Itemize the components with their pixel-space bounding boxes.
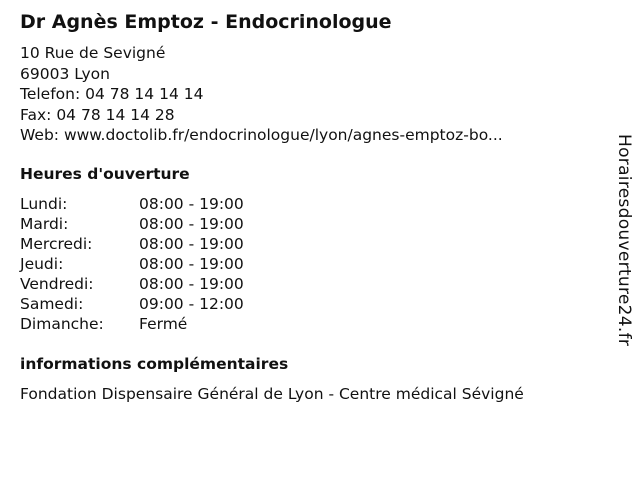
- day-label: Vendredi:: [20, 275, 94, 293]
- hours-row-sunday: [20, 314, 244, 334]
- time-range: Fermé: [139, 315, 188, 333]
- day-label: Lundi:: [20, 195, 68, 213]
- phone-number: Telefon: 04 78 14 14 14: [20, 85, 204, 103]
- city-postcode: 69003 Lyon: [20, 64, 110, 83]
- time-range: 08:00 - 19:00: [139, 195, 244, 213]
- time-range: 08:00 - 19:00: [139, 215, 244, 233]
- website-link[interactable]: Web: www.doctolib.fr/endocrinologue/lyon/agnes-emptoz-bo...: [20, 126, 503, 144]
- site-watermark: Horairesdouverture24.fr: [614, 134, 634, 347]
- hours-row-wednesday: [20, 234, 244, 254]
- day-label: Jeudi:: [20, 255, 64, 273]
- hours-row-tuesday: [20, 214, 244, 234]
- opening-hours-heading: Heures d'ouverture: [20, 165, 190, 183]
- hours-row-friday: [20, 274, 244, 294]
- time-range: 09:00 - 12:00: [139, 295, 244, 313]
- day-label: Dimanche:: [20, 315, 104, 333]
- time-range: 08:00 - 19:00: [139, 235, 244, 253]
- hours-row-monday: [20, 194, 244, 214]
- opening-hours-table: [20, 194, 244, 334]
- time-range: 08:00 - 19:00: [139, 275, 244, 293]
- time-range: 08:00 - 19:00: [139, 255, 244, 273]
- page-title: Dr Agnès Emptoz - Endocrinologue: [20, 11, 392, 33]
- contact-block: [20, 43, 503, 146]
- street-address: 10 Rue de Sevigné: [20, 44, 166, 62]
- day-label: Mercredi:: [20, 235, 93, 253]
- hours-row-saturday: [20, 294, 244, 314]
- fax-number: Fax: 04 78 14 14 28: [20, 105, 175, 124]
- additional-info-text: Fondation Dispensaire Général de Lyon - Centre médical Sévigné: [20, 385, 524, 403]
- day-label: Samedi:: [20, 295, 84, 313]
- hours-row-thursday: [20, 254, 244, 274]
- day-label: Mardi:: [20, 215, 69, 233]
- additional-info-heading: informations complémentaires: [20, 355, 289, 373]
